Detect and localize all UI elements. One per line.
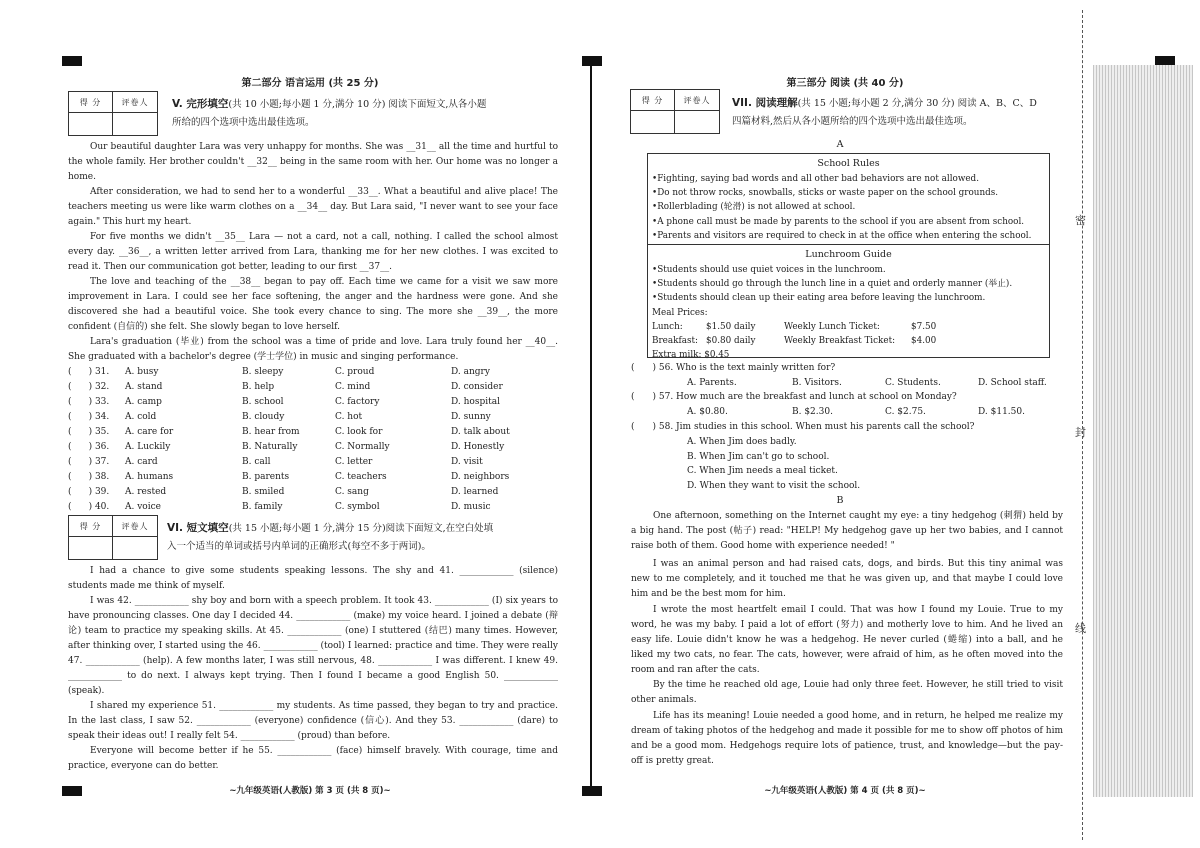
- option-d[interactable]: D. Honestly: [451, 442, 505, 452]
- option-d[interactable]: D. music: [451, 502, 491, 512]
- option-row: [68, 500, 531, 515]
- answer-paren[interactable]: (: [68, 457, 72, 467]
- question-number: ) 34.: [80, 412, 110, 422]
- cloze-paragraph: After consideration, we had to send her to a wonderful __33__. What a beautiful and alive place! The teachers meeting us were like warm clothes on a __34__ day. But Lara said, "I never want to see your face again." This hurt my heart.: [68, 187, 558, 227]
- binding-label-seal: 密: [1075, 214, 1086, 227]
- page-3-footer: ~九年级英语(人教版) 第 3 页 (共 8 页)~: [229, 786, 391, 796]
- box-divider: [648, 244, 1049, 245]
- answer-option[interactable]: A. When Jim does badly.: [687, 436, 797, 447]
- score-box: [630, 89, 720, 134]
- question-57: [631, 390, 1061, 420]
- part-two-title: 第二部分 语言运用 (共 25 分): [241, 78, 379, 89]
- question-number: ) 39.: [80, 487, 110, 497]
- option-b[interactable]: B. school: [242, 397, 284, 407]
- answer-option[interactable]: C. $2.75.: [885, 406, 926, 417]
- score-box: [68, 91, 158, 136]
- binding-strip: [1093, 65, 1193, 797]
- grader-field[interactable]: [113, 537, 157, 559]
- grader-field[interactable]: [113, 113, 157, 135]
- fill-paragraph: I was 42. ____________ shy boy and born with a speech problem. It took 43. ____________ (I) six years to have pronouncing classes. One day I decided 44. ____________ (make) my voice heard. I joined a debate (辩论) team to practice my speaking skills. At 45. ____________ (one) I stuttered (结巴) many times. However, after thinking over, I started using the 46. ____________ (tool) I learned: practice and time. They were really 47. ____________ (help). A few months later, I was still nervous, 48. ____________ I was different. I knew 49. ____________ to do next. I always kept trying. Then I found I became a good English 50. ____________ (speak).: [68, 596, 558, 696]
- cloze-paragraph: For five months we didn't __35__ Lara — not a card, not a call, nothing. I called the school almost every day. __36__, a written letter arrived from Lara, thanking me for her new clothes. I was excited to read it. Then our communication got better, leading to our first __37__.: [68, 232, 558, 272]
- question-number: ) 33.: [80, 397, 110, 407]
- section-7-instructions: (共 15 小题;每小题 2 分,满分 30 分) 阅读 A、B、C、D: [797, 98, 1037, 109]
- answer-paren[interactable]: (: [68, 472, 72, 482]
- question-stem: ( ) 57. How much are the breakfast and lunch at school on Monday?: [631, 392, 957, 402]
- option-b[interactable]: B. Naturally: [242, 442, 298, 452]
- answer-paren[interactable]: (: [68, 397, 72, 407]
- question-stem: ( ) 56. Who is the text mainly written for?: [631, 363, 836, 373]
- binding-label-envelope: 封: [1075, 426, 1086, 439]
- option-row: [68, 455, 531, 470]
- cloze-paragraph: Lara's graduation (毕业) from the school was a time of pride and love. Lara truly found her __40__. She graduated with a bachelor's degree (学士学位) in music and singing performance.: [68, 337, 558, 362]
- option-c[interactable]: C. Normally: [335, 442, 390, 452]
- passage-paragraph: One afternoon, something on the Internet caught my eye: a tiny hedgehog (刺猬) held by a big hand. The post (帖子) read: "HELP! My hedgehog gave up her two babies, and I cannot raise both of them. Good home with experience needed! ": [631, 511, 1063, 551]
- lunchroom-guide-title: Lunchroom Guide: [805, 248, 892, 260]
- answer-option[interactable]: C. Students.: [885, 377, 941, 388]
- section-5-instructions-2: 所给的四个选项中选出最佳选项。: [172, 117, 315, 128]
- passage-paragraph: I was an animal person and had raised cats, dogs, and birds. But this tiny animal was new to me completely, and it touched me that he was given up, and that maybe I could love him and be the best mom for him.: [631, 559, 1063, 599]
- score-box: [68, 515, 158, 560]
- cloze-paragraph: Our beautiful daughter Lara was very unhappy for months. She was __31__ all the time and hurtful to the whole family. Her brother couldn't __32__ being in the same room with her. Our home was no longer a home.: [68, 142, 558, 182]
- section-7-header: [732, 94, 1067, 131]
- option-a[interactable]: A. care for: [125, 427, 174, 437]
- answer-paren[interactable]: (: [68, 487, 72, 497]
- passage-a-label: A: [836, 139, 844, 150]
- page-3: [60, 0, 560, 848]
- question-stem: ( ) 58. Jim studies in this school. When must his parents call the school?: [631, 422, 975, 432]
- option-d[interactable]: D. angry: [451, 367, 490, 377]
- answer-option[interactable]: C. When Jim needs a meal ticket.: [687, 466, 838, 477]
- option-a[interactable]: A. camp: [125, 397, 162, 407]
- price-row-lunch: [648, 320, 1049, 334]
- option-c[interactable]: C. symbol: [335, 502, 380, 512]
- question-number: ) 36.: [80, 442, 110, 452]
- section-5-title: V. 完形填空: [172, 98, 229, 110]
- price-value: $1.50 daily: [706, 321, 756, 332]
- option-b[interactable]: B. parents: [242, 472, 290, 482]
- option-c[interactable]: C. teachers: [335, 472, 387, 482]
- option-a[interactable]: A. card: [125, 457, 158, 467]
- option-a[interactable]: A. humans: [125, 472, 174, 482]
- weekly-ticket-value: $7.50: [911, 321, 937, 332]
- option-b[interactable]: B. help: [242, 382, 275, 392]
- answer-option[interactable]: D. $11.50.: [978, 406, 1025, 417]
- price-label: Lunch:: [652, 321, 683, 332]
- question-number: ) 38.: [80, 472, 110, 482]
- grader-field[interactable]: [675, 111, 719, 133]
- page-divider: [590, 58, 592, 796]
- price-row-breakfast: [648, 334, 1049, 348]
- cloze-paragraph: The love and teaching of the __38__ began to pay off. Each time we came for a visit we saw more improvement in Lara. I could see her face softening, the anger and the hardness were gone. And she discovered she had a beautiful voice. She took every chance to sing. The more she __39__, the more confident (自信的) she felt. She slowly began to love herself.: [68, 277, 558, 332]
- option-b[interactable]: B. hear from: [242, 427, 300, 437]
- answer-option[interactable]: D. School staff.: [978, 377, 1047, 388]
- rule-item: •Rollerblading (轮滑) is not allowed at school.: [652, 202, 856, 213]
- question-number: ) 32.: [80, 382, 110, 392]
- question-56: [631, 361, 1061, 391]
- school-rules-title: School Rules: [817, 158, 880, 169]
- option-b[interactable]: B. sleepy: [242, 367, 284, 377]
- option-d[interactable]: D. neighbors: [451, 472, 510, 482]
- answer-option[interactable]: B. When Jim can't go to school.: [687, 451, 830, 462]
- answer-option[interactable]: B. $2.30.: [792, 406, 833, 417]
- section-6-instructions-2: 入一个适当的单词或括号内单词的正确形式(每空不多于两词)。: [167, 541, 431, 552]
- rule-item: •Parents and visitors are required to check in at the office when entering the school.: [652, 230, 1032, 241]
- option-a[interactable]: A. cold: [125, 412, 157, 422]
- rule-item: •Fighting, saying bad words and all other bad behaviors are not allowed.: [652, 174, 979, 184]
- option-b[interactable]: B. cloudy: [242, 412, 285, 422]
- question-58: [631, 420, 1061, 494]
- option-row: [68, 365, 531, 380]
- option-a[interactable]: A. voice: [125, 502, 161, 512]
- answer-paren[interactable]: (: [68, 427, 72, 437]
- option-row: [68, 380, 531, 395]
- fill-paragraph: I had a chance to give some students speaking lessons. The shy and 41. ____________ (silence) students made me think of myself.: [68, 566, 558, 591]
- option-d[interactable]: D. talk about: [451, 427, 510, 437]
- section-7-title: VII. 阅读理解: [732, 97, 798, 109]
- option-row: [68, 440, 531, 455]
- rule-item: •Do not throw rocks, snowballs, sticks or waste paper on the school grounds.: [652, 188, 999, 199]
- question-number: ) 37.: [80, 457, 110, 467]
- section-6-title: VI. 短文填空: [167, 522, 229, 534]
- option-a[interactable]: A. Luckily: [125, 442, 171, 452]
- option-b[interactable]: B. smiled: [242, 487, 285, 497]
- passage-paragraph: By the time he reached old age, Louie had only three feet. However, he still tried to visit other animals.: [631, 680, 1063, 705]
- registration-mark-top-center: [582, 56, 602, 66]
- fill-paragraph: Everyone will become better if he 55. ____________ (face) himself bravely. With courage, time and practice, everyone can do better.: [68, 746, 558, 771]
- option-row: [68, 470, 531, 485]
- answer-paren[interactable]: (: [68, 442, 72, 452]
- option-a[interactable]: A. stand: [125, 382, 163, 392]
- option-b[interactable]: B. family: [242, 502, 283, 512]
- passage-b-label: B: [836, 495, 844, 506]
- meal-prices-label: Meal Prices:: [652, 307, 708, 318]
- score-label: 得 分: [631, 90, 675, 110]
- option-b[interactable]: B. call: [242, 457, 271, 467]
- guide-item: •Students should use quiet voices in the lunchroom.: [652, 264, 886, 275]
- answer-paren[interactable]: (: [68, 367, 72, 377]
- guide-item: •Students should go through the lunch line in a quiet and orderly manner (举止).: [652, 279, 1013, 290]
- answer-paren[interactable]: (: [68, 412, 72, 422]
- option-c[interactable]: C. sang: [335, 487, 369, 497]
- section-5-header: [172, 95, 562, 132]
- option-c[interactable]: C. look for: [335, 427, 383, 437]
- weekly-ticket-label: Weekly Lunch Ticket:: [784, 321, 880, 332]
- question-number: ) 40.: [80, 502, 110, 512]
- score-label: 得 分: [69, 516, 113, 536]
- school-rules-box: [647, 153, 1050, 361]
- answer-option[interactable]: A. Parents.: [687, 377, 737, 388]
- page-4-footer: ~九年级英语(人教版) 第 4 页 (共 8 页)~: [764, 786, 926, 796]
- price-value: $0.80 daily: [706, 335, 756, 346]
- option-d[interactable]: D. sunny: [451, 412, 491, 422]
- grader-label: 评卷人: [121, 521, 149, 531]
- option-c[interactable]: C. proud: [335, 367, 375, 377]
- option-c[interactable]: C. factory: [335, 397, 380, 407]
- answer-option[interactable]: B. Visitors.: [792, 377, 842, 388]
- option-c[interactable]: C. hot: [335, 412, 363, 422]
- option-d[interactable]: D. visit: [451, 457, 483, 467]
- part-three-title: 第三部分 阅读 (共 40 分): [786, 78, 904, 89]
- option-row: [68, 395, 531, 410]
- option-c[interactable]: C. mind: [335, 382, 371, 392]
- registration-mark-bottom-center: [582, 786, 602, 796]
- guide-item: •Students should clean up their eating area before leaving the lunchroom.: [652, 293, 986, 304]
- rule-item: •A phone call must be made by parents to the school if you are absent from school.: [652, 216, 1025, 227]
- option-row: [68, 485, 531, 500]
- score-field[interactable]: [69, 537, 113, 559]
- option-d[interactable]: D. hospital: [451, 397, 500, 407]
- question-number: ) 35.: [80, 427, 110, 437]
- question-number: ) 31.: [80, 367, 110, 377]
- grader-label: 评卷人: [121, 97, 149, 107]
- answer-option[interactable]: D. When they want to visit the school.: [687, 481, 861, 492]
- score-label: 得 分: [69, 92, 113, 112]
- binding-label-line: 线: [1075, 622, 1086, 635]
- answer-paren[interactable]: (: [68, 382, 72, 392]
- passage-paragraph: Life has its meaning! Louie needed a good home, and in return, he helped me realize my dream of taking photos of the hedgehog and made it possible for me to show off photos of him and be a good mom. Hedgehogs require lots of patience, trust, and knowledge—but the pay-off is pretty great.: [631, 711, 1063, 766]
- score-field[interactable]: [631, 111, 675, 133]
- page-4: [625, 0, 1065, 848]
- cloze-options: [68, 365, 531, 515]
- grader-label: 评卷人: [683, 95, 711, 105]
- option-d[interactable]: D. consider: [451, 382, 503, 392]
- option-row: [68, 410, 531, 425]
- fill-paragraph: I shared my experience 51. ____________ my students. As time passed, they began to try and practice. In the last class, I saw 52. ____________ (everyone) confidence (信心). And they 53. ____________ (dare) to speak their ideas out! I really felt 54. ____________ (proud) than before.: [68, 701, 558, 741]
- passage-paragraph: I wrote the most heartfelt email I could. That was how I found my Louie. True to my word, he was my baby. I paid a lot of effort (努力) and motherly love to him. And he lived an easy life. Louie didn't know he was a hedgehog. He never curled (蜷缩) into a ball, and he liked my two cats, no fear. The cats, however, were afraid of him, as he often moved into the room and ran after the cats.: [631, 605, 1063, 675]
- option-d[interactable]: D. learned: [451, 487, 499, 497]
- option-row: [68, 425, 531, 440]
- score-field[interactable]: [69, 113, 113, 135]
- answer-option[interactable]: A. $0.80.: [687, 406, 728, 417]
- price-label: Breakfast:: [652, 335, 698, 346]
- weekly-ticket-value: $4.00: [911, 335, 937, 346]
- option-a[interactable]: A. busy: [125, 367, 159, 377]
- answer-paren[interactable]: (: [68, 502, 72, 512]
- option-a[interactable]: A. rested: [125, 487, 167, 497]
- section-5-instructions: (共 10 小题;每小题 1 分,满分 10 分) 阅读下面短文,从各小题: [228, 99, 487, 110]
- option-c[interactable]: C. letter: [335, 457, 373, 467]
- section-7-instructions-2: 四篇材料,然后从各小题所给的四个选项中选出最佳选项。: [732, 116, 973, 127]
- section-6-header: [167, 519, 562, 556]
- section-6-instructions: (共 15 小题;每小题 1 分,满分 15 分)阅读下面短文,在空白处填: [228, 523, 494, 534]
- weekly-ticket-label: Weekly Breakfast Ticket:: [784, 335, 896, 346]
- extra-milk-price: Extra milk: $0.45: [652, 350, 730, 361]
